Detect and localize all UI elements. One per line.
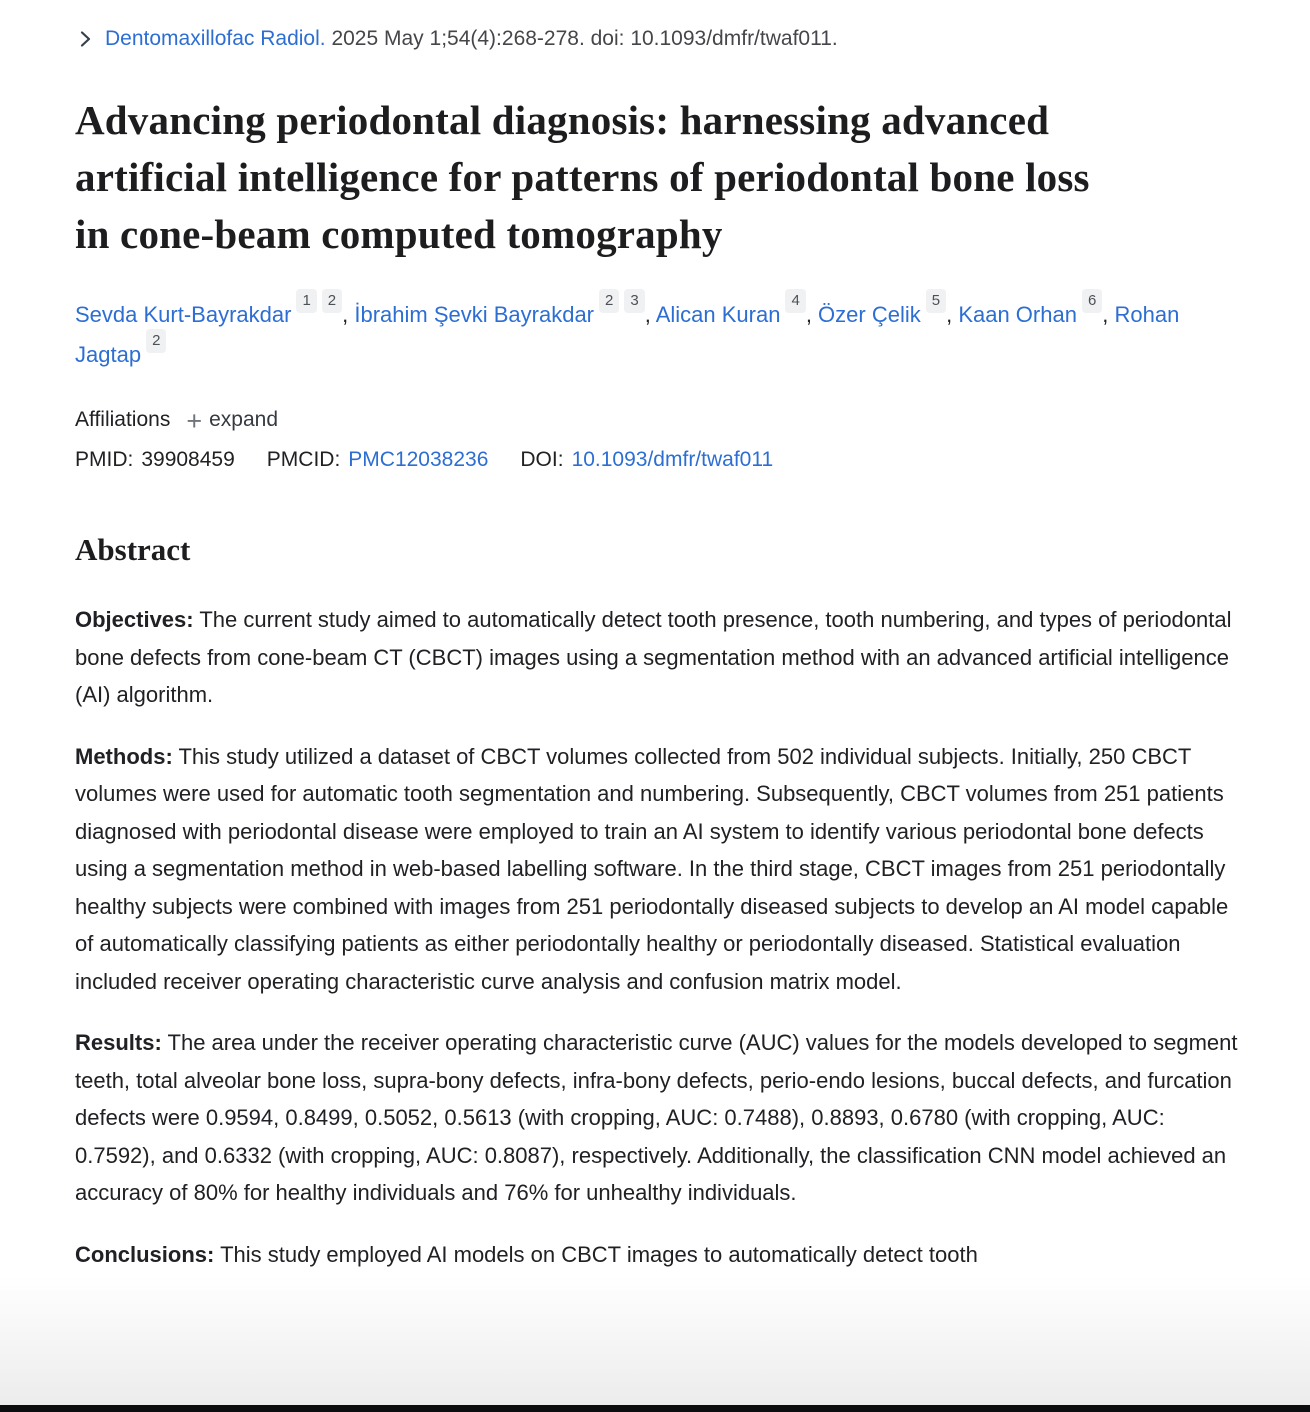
pmid-label: PMID: (75, 448, 134, 471)
affiliation-superscript: 5 (926, 289, 946, 313)
bottom-scrim (0, 1275, 1310, 1405)
doi-link[interactable]: 10.1093/dmfr/twaf011 (571, 448, 774, 471)
expand-label: expand (209, 408, 279, 431)
abstract-heading: Abstract (75, 532, 191, 567)
section-text: The area under the receiver operating characteristic curve (AUC) values for the models developed to segment teeth, total alveolar bone loss, supra-bony defects, infra-bony defects, perio-endo lesions, buccal defects, and furcation defects were 0.9594, 0.8499, 0.5052, 0.5613 (with cropping, AUC: 0.7488), 0.8893, 0.6780 (with cropping, AUC: 0.7592), and 0.6332 (with cropping, AUC: 0.8087), respectively. Additionally, the classification CNN model achieved an accuracy of 80% for healthy individuals and 76% for unhealthy individuals. (75, 1030, 1238, 1205)
journal-link[interactable]: Dentomaxillofac Radiol. (105, 27, 326, 50)
pmid-group (75, 448, 235, 472)
affiliation-superscript: 4 (785, 289, 805, 313)
pmcid-link[interactable]: PMC12038236 (348, 448, 489, 471)
pmcid-label: PMCID: (266, 448, 341, 471)
chevron-right-icon[interactable] (75, 29, 95, 49)
abstract-section (75, 738, 1238, 1001)
section-text: This study employed AI models on CBCT images to automatically detect tooth (220, 1241, 978, 1267)
section-label: Results: (75, 1030, 162, 1055)
author-link[interactable]: Kaan Orhan (958, 302, 1077, 327)
author-separator: , (1102, 302, 1115, 327)
abstract-body (75, 601, 1238, 1273)
section-text: This study utilized a dataset of CBCT volumes collected from 502 individual subjects. Initially, 250 CBCT volumes were used for automatic tooth segmentation and numbering. Subsequently, CBCT volumes from 251 patients diagnosed with periodontal disease were employed to train an AI system to identify various periodontal bone defects using a segmentation method in web-based labelling software. In the third stage, CBCT images from 251 periodontally healthy subjects were combined with images from 251 periodontally diseased subjects to develop an AI model capable of automatically classifying patients as either periodontally healthy or periodontally diseased. Statistical evaluation included receiver operating characteristic curve analysis and confusion matrix model. (75, 743, 1229, 994)
affiliations-label: Affiliations (75, 408, 171, 431)
pmcid-group (267, 448, 489, 472)
abstract-section (75, 1024, 1238, 1212)
identifiers-row (75, 448, 1238, 472)
author-link[interactable]: İbrahim Şevki Bayrakdar (354, 302, 595, 327)
author-separator: , (342, 302, 355, 327)
abstract-section (75, 1236, 1238, 1274)
citation-meta: 2025 May 1;54(4):268-278. doi: 10.1093/dmfr/twaf011. (331, 27, 838, 50)
pmid-value: 39908459 (141, 448, 235, 471)
author-link[interactable]: Sevda Kurt-Bayrakdar (75, 302, 292, 327)
affiliations-row (75, 406, 1238, 436)
bottom-bar (0, 1405, 1310, 1412)
affiliation-superscript: 1 (296, 289, 316, 313)
affiliation-superscript: 6 (1082, 289, 1102, 313)
section-label: Conclusions: (75, 1241, 215, 1267)
abstract-section (75, 601, 1238, 714)
author-link[interactable]: Alican Kuran (655, 302, 781, 327)
author-link[interactable]: Özer Çelik (818, 302, 921, 327)
author-separator: , (805, 302, 819, 327)
author-link[interactable]: Rohan Jagtap (75, 302, 1180, 367)
doi-label: DOI: (520, 448, 564, 471)
section-text: The current study aimed to automatically detect tooth presence, tooth numbering, and types of periodontal bone defects from cone-beam CT (CBCT) images using a segmentation method with an advanced artificial intelligence (AI) algorithm. (75, 607, 1232, 707)
citation-row (75, 26, 1238, 52)
section-label: Objectives: (75, 607, 194, 632)
author-separator: , (644, 302, 656, 327)
article-title: Advancing periodontal diagnosis: harnessing advanced artificial intelligence for patterns of periodontal bone loss in cone‑beam computed tomography (75, 97, 1090, 257)
journal-title-wrap (105, 26, 838, 52)
expand-affiliations-button[interactable] (186, 406, 279, 436)
author-list (75, 291, 1190, 375)
affiliation-superscript: 2 (146, 329, 166, 353)
author-separator: , (946, 302, 959, 327)
affiliation-superscript: 2 (599, 289, 619, 313)
doi-group (520, 448, 773, 472)
affiliation-superscript: 2 (322, 289, 342, 313)
section-label: Methods: (75, 743, 173, 769)
plus-icon: + (186, 406, 203, 436)
affiliation-superscript: 3 (624, 289, 644, 313)
